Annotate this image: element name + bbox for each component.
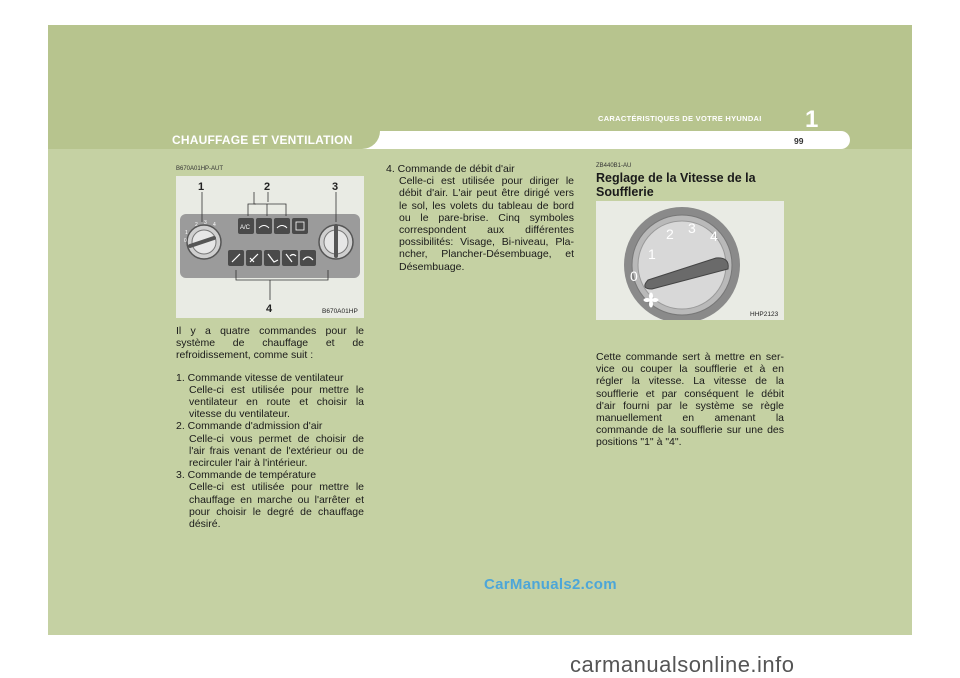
- mode-floor-button: [264, 250, 280, 266]
- callout-3: 3: [332, 181, 339, 193]
- callout-4: 4: [266, 303, 273, 315]
- blower-knob-illustration: [596, 201, 784, 320]
- blower-dial-0: 0: [630, 268, 638, 284]
- list-item-1-desc: Celle-ci est utilisée pour mettre le ventilateur en route et choisir la vitesse du ventilateur.: [189, 383, 364, 421]
- section-title: CHAUFFAGE ET VENTILATION: [172, 133, 353, 147]
- fan-dial-0: 0: [184, 238, 187, 244]
- fan-dial-1: 1: [185, 230, 188, 236]
- middle-column-text: [386, 163, 574, 273]
- callout-1: 1: [198, 181, 205, 193]
- left-code: B670A01HP-AUT: [176, 166, 224, 172]
- fan-dial-4: 4: [213, 222, 216, 228]
- fan-dial-3: 3: [204, 220, 207, 226]
- list-item-2: [176, 420, 364, 469]
- fan-dial-2: 2: [195, 222, 198, 228]
- right-column-text: [596, 351, 784, 449]
- right-figure-caption: HHP2123: [750, 311, 779, 318]
- list-item-3-title: 3. Commande de température: [176, 469, 317, 482]
- blower-knob-figure: [596, 201, 784, 320]
- list-item-4-desc: Celle-ci est utilisée pour diriger le débit d'air. L'air peut être dirigé vers le sol, les volets du tableau de bord ou le pare-brise. Cinq symboles correspondent aux différentes possibilités: Visage, Bi-niveau, Pla-ncher, Plancher-Désembuage, et Désembuage.: [399, 175, 574, 273]
- footer-site: carmanualsonline.info: [570, 652, 795, 677]
- list-item-2-desc: Celle-ci vous permet de choisir de l'air frais venant de l'extérieur ou de recirculer l'air à l'intérieur.: [189, 432, 364, 470]
- page-number: 99: [794, 136, 804, 146]
- section-heading: Reglage de la Vitesse de la Soufflerie: [596, 171, 756, 199]
- rear-defrost-button: [292, 218, 308, 234]
- blower-dial-4: 4: [710, 228, 718, 244]
- list-item-1: [176, 372, 364, 421]
- hvac-panel-illustration: [176, 176, 364, 318]
- chapter-title: CARACTÉRISTIQUES DE VOTRE HYUNDAI: [598, 114, 762, 123]
- intro-paragraph: Il y a quatre commandes pour le système de chauffage et de refroidissement, comme suit :: [176, 325, 364, 362]
- blower-dial-1: 1: [648, 246, 656, 262]
- mode-floor-defrost-button: [282, 250, 298, 266]
- list-item-4: [386, 163, 574, 273]
- list-item-2-title: 2. Commande d'admission d'air: [176, 420, 323, 433]
- right-code: ZB440B1-AU: [596, 163, 632, 169]
- list-item-1-title: 1. Commande vitesse de ventilateur: [176, 371, 344, 384]
- list-item-3-desc: Celle-ci est utilisée pour mettre le chauffage en marche ou l'arrêter et pour choisir le degré de chauffage désiré.: [189, 481, 364, 531]
- chapter-number: 1: [805, 106, 819, 133]
- left-column-text: [176, 325, 364, 530]
- hvac-panel-figure: [176, 176, 364, 318]
- watermark-logo: CarManuals2.com: [484, 576, 617, 593]
- blower-dial-3: 3: [688, 220, 696, 236]
- left-figure-caption: B670A01HP: [322, 308, 358, 315]
- ac-button-label: A/C: [240, 225, 251, 231]
- callout-2: 2: [264, 181, 271, 193]
- blower-description: Cette commande sert à mettre en ser-vice ou couper la soufflerie et à en régler la vitesse. La vitesse de la soufflerie et par conséquent le débit d'air fourni par le système se règle manuellement en amenant la commande de la soufflerie sur une des positions "1" à "4".: [596, 351, 784, 449]
- list-item-4-title: 4. Commande de débit d'air: [386, 163, 515, 175]
- mode-defrost-button: [300, 250, 316, 266]
- blower-dial-2: 2: [666, 226, 674, 242]
- list-item-3: [176, 469, 364, 530]
